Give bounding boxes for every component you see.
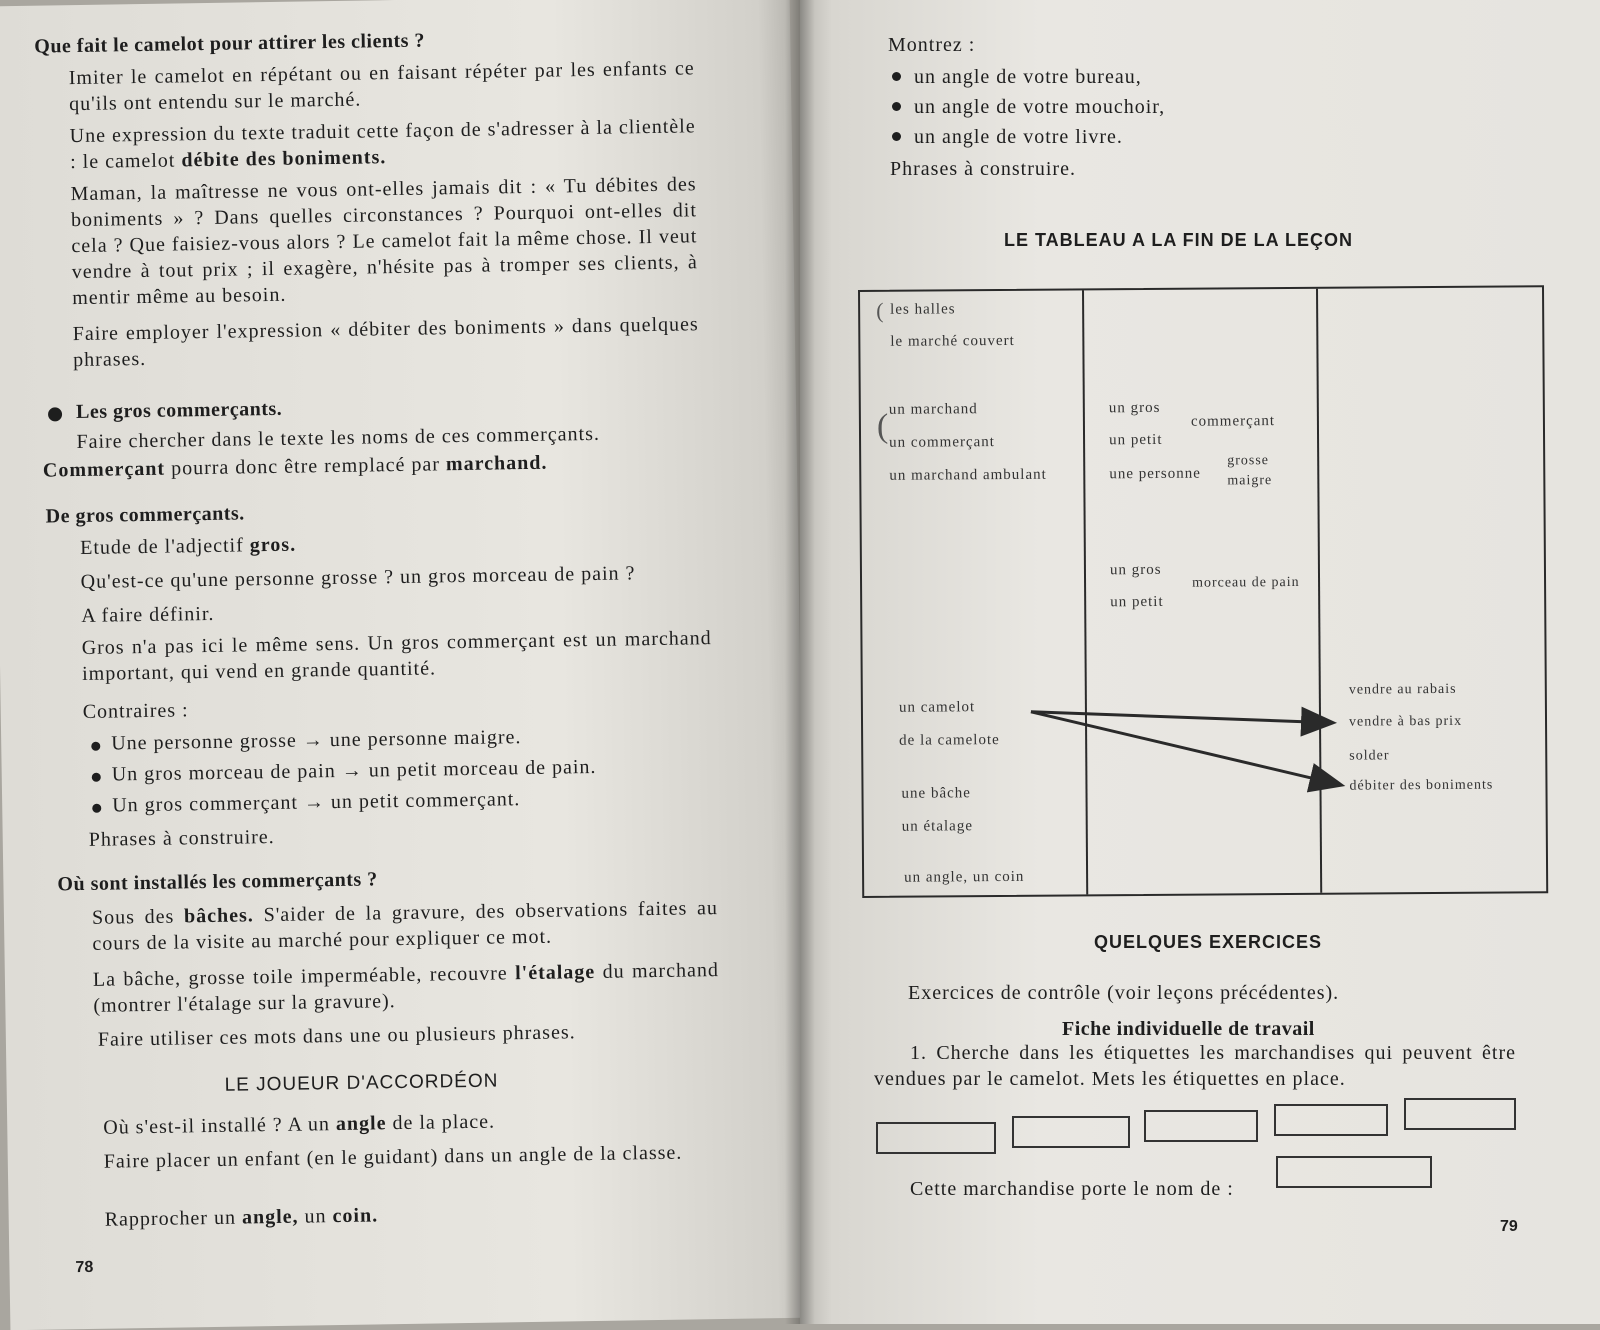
marchandise-name-box[interactable]	[1276, 1156, 1432, 1188]
paragraph-question-grosse: Qu'est-ce qu'une personne grosse ? un gros morceau de pain ?	[80, 562, 636, 594]
section-bullet	[48, 407, 62, 421]
etiquette-box[interactable]	[1274, 1104, 1388, 1136]
page-number-left: 78	[75, 1258, 94, 1277]
table-cell: un marchand ambulant	[889, 466, 1047, 484]
table-cell: un commerçant	[889, 434, 996, 451]
etiquette-box[interactable]	[876, 1122, 996, 1154]
table-cell: une bâche	[901, 785, 971, 802]
cette-marchandise: Cette marchandise porte le nom de :	[910, 1178, 1234, 1200]
bold-span: angle,	[241, 1205, 299, 1229]
fiche-title: Fiche individuelle de travail	[1062, 1018, 1315, 1040]
text-span: un	[298, 1205, 333, 1228]
exercices-title: QUELQUES EXERCICES	[1094, 932, 1323, 952]
etiquette-box[interactable]	[1012, 1116, 1130, 1148]
phrases-construire: Phrases à construire.	[890, 158, 1076, 180]
bold-span: l'étalage	[514, 960, 596, 985]
table-cell: solder	[1349, 748, 1390, 764]
paragraph-faire-employer: Faire employer l'expression « débiter des boniments » dans quelques phrases.	[72, 313, 699, 372]
bullet	[892, 132, 901, 141]
heading-ou-installes: Où sont installés les commerçants ?	[57, 868, 378, 896]
table-cell: une personne	[1109, 465, 1201, 483]
paragraph-faire-utiliser: Faire utiliser ces mots dans une ou plusieurs phrases.	[97, 1021, 576, 1051]
table-cell: un étalage	[901, 818, 974, 835]
text-span: La bâche, grosse toile imperméable, recouvre	[92, 962, 516, 991]
bold-span: débite des boniments.	[181, 146, 387, 172]
table-cell: un camelot	[898, 699, 976, 716]
table-cell: un angle, un coin	[904, 868, 1025, 886]
bold-span: marchand.	[445, 451, 548, 476]
table-cell: vendre à bas prix	[1348, 713, 1463, 730]
text-span: du marchand (montrer l'étalage sur la gravure).	[93, 959, 720, 1017]
bold-span: Commerçant	[42, 457, 166, 482]
paragraph-maman: Maman, la maîtresse ne vous ont-elles jamais dit : « Tu débites des boniments » ? Dans quelles circonstances ? Pourquoi ont-elles dit cela ? Que faisiez-vous alors ? Le camelot fait la même chose. Il veut vendre à tout prix ; il exagère, n'hésite pas à tromper ses clients, à mentir même au besoin.	[70, 173, 698, 310]
montrez-item: un angle de votre mouchoir,	[914, 96, 1166, 118]
table-cell: un petit	[1108, 431, 1163, 449]
bold-span: gros.	[249, 533, 297, 557]
contraires-label: Contraires :	[82, 699, 189, 723]
heading-gros-commercants: Les gros commerçants.	[75, 397, 283, 424]
text-span: de la place.	[386, 1110, 496, 1135]
etiquette-box[interactable]	[1404, 1098, 1516, 1130]
table-cell: vendre au rabais	[1348, 681, 1457, 698]
table-cell: un marchand	[888, 401, 978, 418]
question-heading-camelot: Que fait le camelot pour attirer les clients ?	[34, 29, 426, 58]
paragraph-rapprocher	[105, 1202, 379, 1232]
arrows-svg	[860, 287, 1550, 900]
text-span: Rapprocher un	[104, 1206, 243, 1231]
paragraph-bache-toile	[93, 957, 720, 1019]
paragraph-baches	[92, 895, 719, 957]
brace: (	[876, 407, 889, 445]
text-span: Une expression du texte traduit cette façon de s'adresser à la clientèle : le camelot	[69, 115, 696, 174]
text-span: Sous des	[91, 905, 185, 929]
bullet	[91, 742, 100, 751]
paragraph-imiter: Imiter le camelot en répétant ou en faisant répéter par les enfants ce qu'ils ont entendu sur le marché.	[68, 57, 695, 116]
book-gutter	[785, 0, 815, 1324]
contraire-item: Un gros morceau de pain → un petit morceau de pain.	[111, 755, 597, 786]
montrez-item: un angle de votre livre.	[914, 126, 1123, 148]
paragraph-ou-installe	[103, 1109, 495, 1141]
etiquette-box[interactable]	[1144, 1110, 1258, 1142]
bold-span: coin.	[332, 1204, 379, 1228]
bullet	[92, 773, 101, 782]
lesson-table	[858, 285, 1548, 898]
table-cell: commerçant	[1190, 413, 1276, 430]
exercices-text: Exercices de contrôle (voir leçons précédentes).	[908, 982, 1340, 1004]
table-cell: de la camelote	[899, 732, 1000, 749]
heading-joueur-accordeon: LE JOUEUR D'ACCORDÉON	[224, 1070, 499, 1096]
contraire-item: Un gros commerçant → un petit commerçant.	[112, 788, 521, 817]
tableau-title: LE TABLEAU A LA FIN DE LA LEÇON	[1004, 230, 1353, 250]
paragraph-etude	[80, 532, 296, 561]
page-number-right: 79	[1500, 1218, 1518, 1235]
paragraph-chercher: Faire chercher dans le texte les noms de ces commerçants.	[76, 422, 601, 454]
bullet	[892, 102, 901, 111]
text-span: S'aider de la gravure, des observations faites au cours de la visite au marché pour expliquer ce mot.	[92, 897, 719, 955]
text-span: pourra donc être remplacé par	[164, 453, 447, 480]
paragraph-placer-enfant: Faire placer un enfant (en le guidant) dans un angle de la classe.	[103, 1141, 683, 1173]
paragraph-definir: A faire définir.	[81, 602, 215, 627]
table-cell: un gros	[1108, 399, 1161, 417]
paragraph-gros-sens: Gros n'a pas ici le même sens. Un gros commerçant est un marchand important, qui vend en grande quantité.	[81, 627, 712, 685]
table-cell: débiter des boniments	[1349, 777, 1494, 794]
table-cell: grosse	[1227, 453, 1270, 469]
montrez-label: Montrez :	[888, 34, 976, 56]
table-cell: un petit	[1110, 593, 1164, 611]
table-cell: maigre	[1227, 473, 1273, 489]
table-cell: un gros	[1109, 561, 1162, 579]
bold-span: bâches.	[183, 904, 255, 928]
bold-span: angle	[335, 1112, 387, 1136]
text-span: Où s'est-il installé ? A un	[103, 1113, 337, 1139]
montrez-item: un angle de votre bureau,	[914, 66, 1142, 88]
brace: (	[876, 297, 884, 323]
fiche-item: 1. Cherche dans les étiquettes les marchandises qui peuvent être vendues par le camelot. Mets les étiquettes en place.	[874, 1042, 1516, 1090]
bullet	[92, 804, 101, 813]
bullet	[892, 72, 901, 81]
table-cell: le marché couvert	[890, 332, 1015, 350]
contraire-item: Une personne grosse → une personne maigre.	[111, 726, 522, 755]
paragraph-expression	[69, 113, 696, 175]
heading-de-gros: De gros commerçants.	[45, 502, 245, 528]
text-span: Etude de l'adjectif	[79, 534, 250, 560]
table-cell: les halles	[890, 301, 956, 318]
table-cell: morceau de pain	[1192, 574, 1300, 591]
phrases-construire: Phrases à construire.	[88, 825, 275, 851]
